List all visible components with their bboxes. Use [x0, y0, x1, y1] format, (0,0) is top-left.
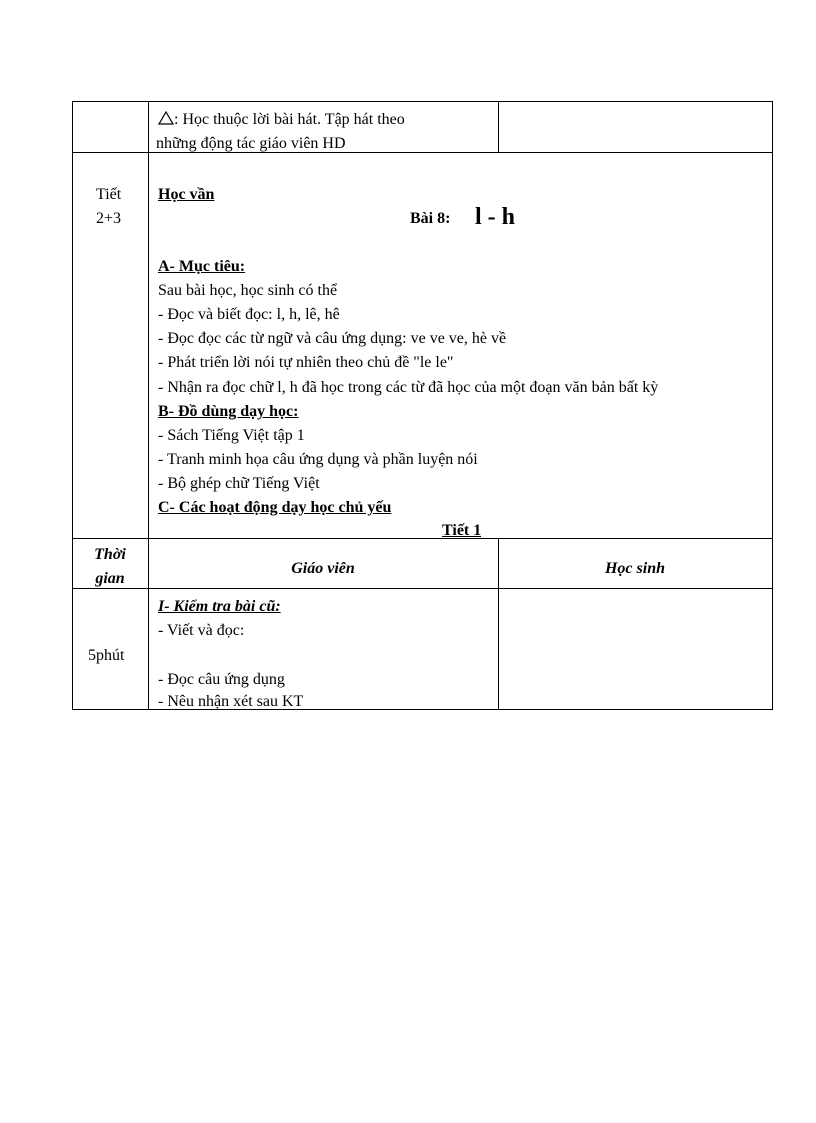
time-value: 5phút: [88, 647, 125, 664]
header-teacher: Giáo viên: [291, 560, 355, 577]
tiet-label: Tiết: [96, 186, 122, 203]
row1-text-line2: những động tác giáo viên HD: [156, 135, 346, 152]
section-b-title: B- Đồ dùng dạy học:: [158, 403, 299, 420]
row-divider-3: [72, 588, 773, 589]
section-b-item: - Bộ ghép chữ Tiếng Việt: [158, 475, 320, 492]
tiet-number: 2+3: [96, 210, 122, 227]
section-a-item: - Nhận ra đọc chữ l, h đã học trong các từ đã học của một đoạn văn bản bất kỳ: [158, 379, 659, 396]
section-b-item: - Sách Tiếng Việt tập 1: [158, 427, 305, 444]
header-time-line2: gian: [95, 570, 125, 587]
table-border-bottom: [72, 709, 773, 710]
col-divider-2-top: [498, 101, 499, 153]
section-c-title: C- Các hoạt động dạy học chủ yếu: [158, 499, 392, 516]
table-border-top: [72, 101, 773, 102]
section-a-item: Sau bài học, học sinh có thể: [158, 282, 338, 299]
row1-text-line1: : Học thuộc lời bài hát. Tập hát theo: [174, 111, 405, 128]
section-a-item: - Phát triển lời nói tự nhiên theo chủ đề "le le": [158, 354, 454, 371]
check-item: - Viết và đọc:: [158, 622, 245, 639]
header-time-line1: Thời: [94, 546, 126, 563]
triangle-icon: [158, 111, 174, 125]
row-divider-2: [72, 538, 773, 539]
section-a-item: - Đọc đọc các từ ngữ và câu ứng dụng: ve ve ve, hè về: [158, 330, 507, 347]
subject-title: Học vần: [158, 186, 215, 203]
section-a-item: - Đọc và biết đọc: l, h, lê, hê: [158, 306, 340, 323]
table-border-left: [72, 101, 73, 710]
tiet-1-label: Tiết 1: [442, 522, 482, 538]
check-section-title: I- Kiểm tra bài cũ:: [158, 598, 281, 615]
lesson-title: l - h: [475, 204, 516, 230]
lesson-prefix: Bài 8:: [410, 210, 451, 227]
row-divider-1: [72, 152, 773, 153]
section-b-item: - Tranh minh họa câu ứng dụng và phần luyện nói: [158, 451, 478, 468]
header-student: Học sinh: [604, 560, 665, 577]
check-item: - Đọc câu ứng dụng: [158, 671, 285, 688]
section-a-title: A- Mục tiêu:: [158, 258, 246, 275]
check-item: - Nêu nhận xét sau KT: [158, 693, 304, 709]
col-divider-1: [148, 101, 149, 710]
table-border-right: [772, 101, 773, 710]
